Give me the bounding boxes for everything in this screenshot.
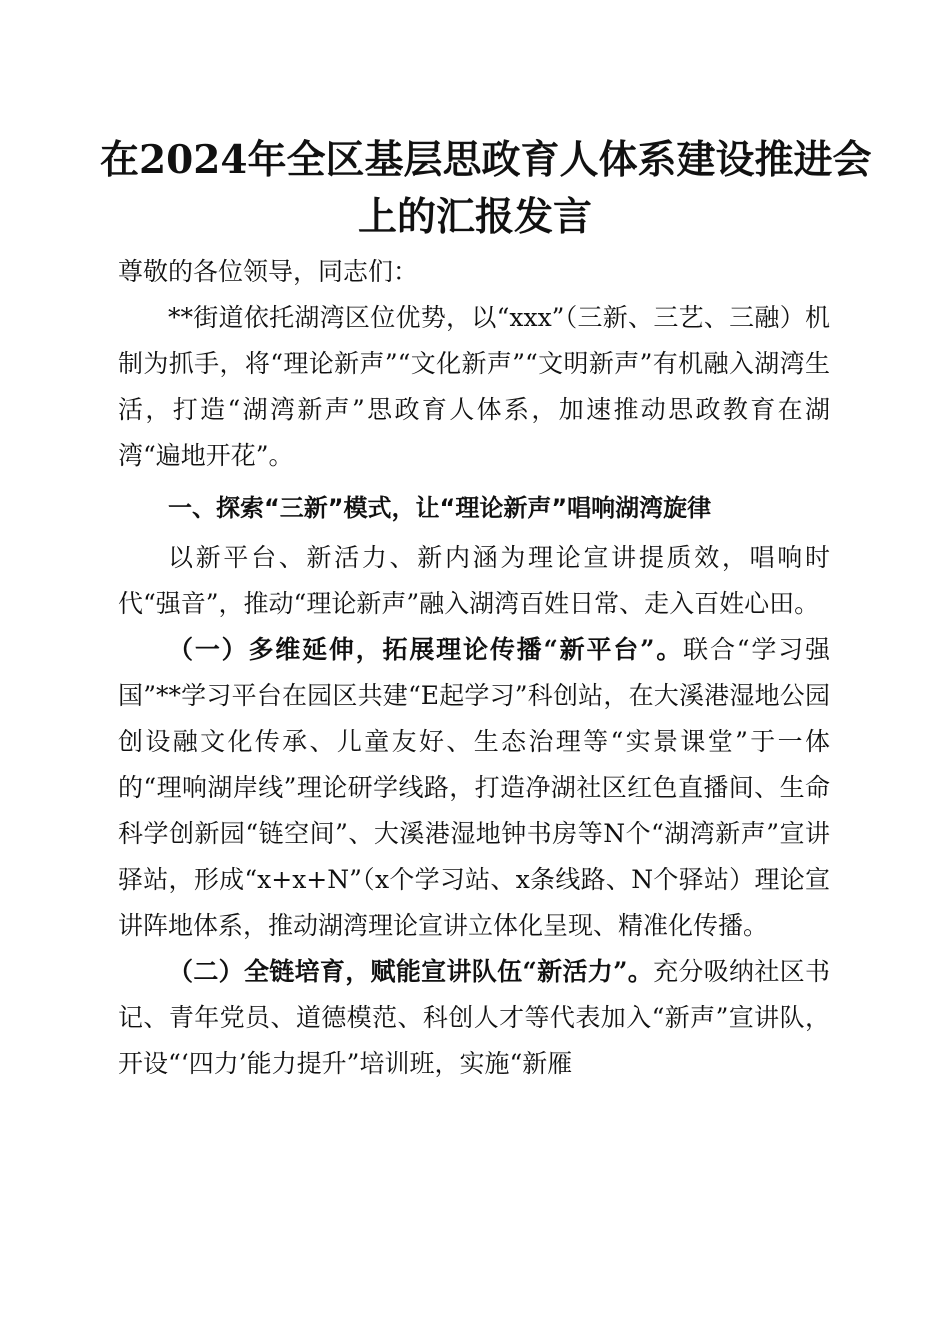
title-line-1: 在2024年全区基层思政育人体系建设推进会	[100, 137, 872, 183]
item-1-text: 联合“学习强国”**学习平台在园区共建“E起学习”科创站，在大溪港湿地公园创设融文化传承、儿童友好、生态治理等“实景课堂”于一体的“理响湖岸线”理论研学线路，打造净湖社区红色直播间、生命科学创新园“链空间”、大溪港湿地钟书房等N个“湖湾新声”宣讲驿站，形成“x+x+N”（x个学习站、x条线路、N个驿站）理论宣讲阵地体系，推动湖湾理论宣讲立体化呈现、精准化传播。	[118, 635, 830, 940]
document-title	[100, 132, 872, 246]
document-body	[118, 249, 830, 1087]
item-1-paragraph	[118, 627, 830, 949]
title-line-2: 上的汇报发言	[357, 194, 592, 240]
section-1-paragraph: 以新平台、新活力、新内涵为理论宣讲提质效，唱响时代“强音”，推动“理论新声”融入湖湾百姓日常、走入百姓心田。	[118, 543, 830, 618]
item-2-text: 充分吸纳社区书记、青年党员、道德模范、科创人才等代表加入“新声”宣讲队，开设“‘四力’能力提升”培训班，实施“新雁	[118, 957, 830, 1078]
item-1-lead: （一）多维延伸，拓展理论传播“新平台”。	[168, 635, 684, 664]
item-2-paragraph	[118, 949, 830, 1087]
section-heading-1: 一、探索“三新”模式，让“理论新声”唱响湖湾旋律	[168, 494, 712, 522]
salutation: 尊敬的各位领导，同志们：	[118, 257, 419, 286]
intro-paragraph: **街道依托湖湾区位优势，以“xxx”（三新、三艺、三融）机制为抓手，将“理论新声”“文化新声”“文明新声”有机融入湖湾生活，打造“湖湾新声”思政育人体系，加速推动思政教育在湖湾“遍地开花”。	[118, 303, 830, 470]
item-2-lead: （二）全链培育，赋能宣讲队伍“新活力”。	[168, 957, 654, 986]
